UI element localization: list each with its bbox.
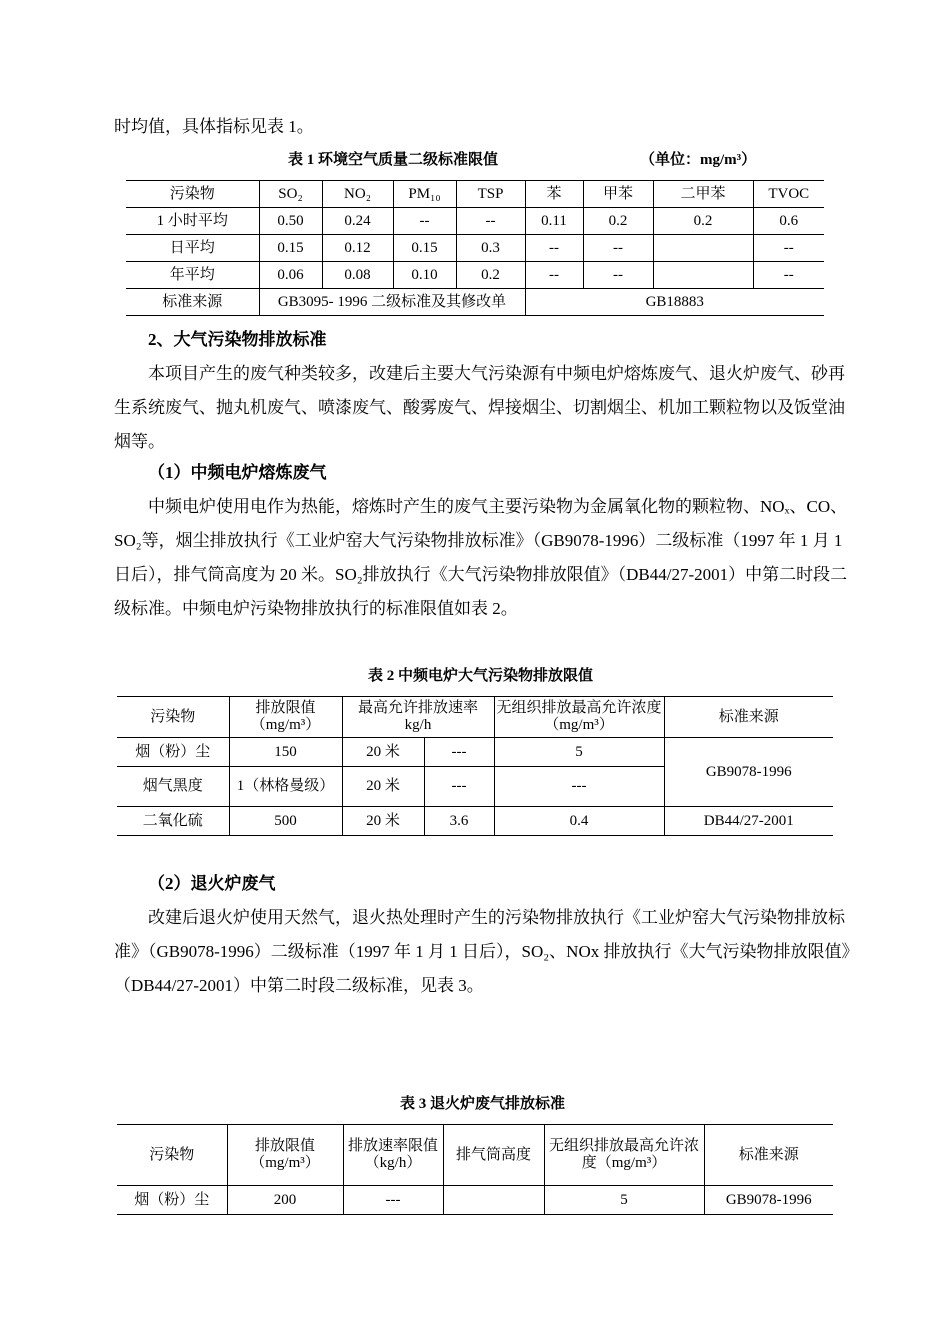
table2-cell: --- — [494, 767, 664, 807]
table3-cell: 烟（粉）尘 — [117, 1186, 227, 1215]
table1-cell: -- — [393, 208, 456, 235]
table2-cell: --- — [424, 738, 494, 767]
table2-cell: 3.6 — [424, 807, 494, 836]
table1-source-label: 标准来源 — [126, 289, 259, 316]
intro-line: 时均值，具体指标见表 1。 — [114, 117, 314, 136]
table1-header-cell: TSP — [456, 181, 525, 208]
table1-header-cell: NO₂ — [322, 181, 393, 208]
table1-cell: 1 小时平均 — [126, 208, 259, 235]
table2-header-cell: 无组织排放最高允许浓度（mg/m³） — [494, 697, 664, 738]
table1-cell: -- — [525, 262, 583, 289]
table3-header-cell: 污染物 — [117, 1125, 227, 1186]
table1-cell: 0.2 — [456, 262, 525, 289]
table2-cell: 烟（粉）尘 — [117, 738, 229, 767]
table1-header-cell: PM₁₀ — [393, 181, 456, 208]
table1-cell: 0.2 — [583, 208, 653, 235]
table2-header-cell: 排放限值（mg/m³） — [229, 697, 342, 738]
sub1-heading: （1）中频电炉熔炼废气 — [148, 463, 327, 482]
table1-cell: 0.15 — [259, 235, 322, 262]
table1-cell: 0.24 — [322, 208, 393, 235]
table2-caption: 表 2 中频电炉大气污染物排放限值 — [368, 668, 594, 684]
table1-header-cell: 甲苯 — [583, 181, 653, 208]
table1-cell: -- — [753, 235, 824, 262]
table2-header-cell: 最高允许排放速率 kg/h — [342, 697, 494, 738]
table1-cell — [653, 262, 753, 289]
table2-cell: 0.4 — [494, 807, 664, 836]
table1-cell: -- — [583, 262, 653, 289]
table-row — [117, 738, 833, 767]
section2-paragraph: 本项目产生的废气种类较多，改建后主要大气污染源有中频电炉熔炼废气、退火炉废气、砂再生系统废气、抛丸机废气、喷漆废气、酸雾废气、焊接烟尘、切割烟尘、机加工颗粒物以及饭堂油烟等。 — [114, 364, 845, 451]
table3-header-cell: 排放速率限值（kg/h） — [343, 1125, 443, 1186]
table2-cell: 1（林格曼级） — [229, 767, 342, 807]
table1-cell: 0.2 — [653, 208, 753, 235]
table1-cell: 日平均 — [126, 235, 259, 262]
table2-header-cell: 标准来源 — [664, 697, 833, 738]
table3-cell: 5 — [544, 1186, 704, 1215]
table3-cell — [443, 1186, 544, 1215]
table2-cell: 二氧化硫 — [117, 807, 229, 836]
table1-header-row — [126, 181, 824, 208]
table1-source-a: GB3095- 1996 二级标准及其修改单 — [259, 289, 525, 316]
table3-header-cell: 无组织排放最高允许浓度（mg/m³） — [544, 1125, 704, 1186]
table1 — [126, 180, 824, 316]
table2-header-cell: 污染物 — [117, 697, 229, 738]
table1-cell: 0.6 — [753, 208, 824, 235]
table2-header-row — [117, 697, 833, 738]
table1-cell: 0.50 — [259, 208, 322, 235]
table1-cell: -- — [583, 235, 653, 262]
sub2-heading: （2）退火炉废气 — [148, 874, 276, 893]
table-row — [117, 1186, 833, 1215]
table-row — [126, 262, 824, 289]
table1-cell: -- — [753, 262, 824, 289]
table3-caption: 表 3 退火炉废气排放标准 — [400, 1096, 566, 1112]
section2-heading: 2、大气污染物排放标准 — [148, 330, 327, 349]
table2-cell: --- — [424, 767, 494, 807]
sub1-paragraph: 中频电炉使用电作为热能，熔炼时产生的废气主要污染物为金属氧化物的颗粒物、NOₓ、CO、SO₂等，烟尘排放执行《工业炉窑大气污染物排放标准》（GB9078-1996）二级标准（1997 年 1 月 1 日后），排气筒高度为 20 米。SO₂排放执行《大气污染物排放限值》（DB44/27-2001）中第二时段二级标准。中频电炉污染物排放执行的标准限值如表 2。 — [114, 497, 848, 618]
table-row — [126, 235, 824, 262]
table3-cell: 200 — [227, 1186, 343, 1215]
table3-cell: --- — [343, 1186, 443, 1215]
table1-cell: -- — [525, 235, 583, 262]
table3-header-cell: 标准来源 — [704, 1125, 833, 1186]
table2-cell: DB44/27-2001 — [664, 807, 833, 836]
table1-header-cell: 苯 — [525, 181, 583, 208]
table3-header-cell: 排放限值（mg/m³） — [227, 1125, 343, 1186]
table1-cell: 0.08 — [322, 262, 393, 289]
table1-caption: 表 1 环境空气质量二级标准限值 — [288, 152, 499, 168]
table1-cell — [653, 235, 753, 262]
table1-cell: -- — [456, 208, 525, 235]
table2 — [117, 696, 833, 836]
table-row — [126, 289, 824, 316]
table-row — [117, 807, 833, 836]
table1-source-b: GB18883 — [525, 289, 824, 316]
table3-cell: GB9078-1996 — [704, 1186, 833, 1215]
table1-header-cell: TVOC — [753, 181, 824, 208]
table2-cell: 烟气黑度 — [117, 767, 229, 807]
table1-cell: 0.12 — [322, 235, 393, 262]
table2-merged-source: GB9078-1996 — [664, 738, 833, 807]
table1-header-cell: 污染物 — [126, 181, 259, 208]
table1-unit: （单位：mg/m³） — [640, 152, 757, 168]
table1-cell: 0.3 — [456, 235, 525, 262]
sub2-paragraph: 改建后退火炉使用天然气，退火热处理时产生的污染物排放执行《工业炉窑大气污染物排放标准》（GB9078-1996）二级标准（1997 年 1 月 1 日后），SO₂、NOx 排放执行《大气污染物排放限值》（DB44/27-2001）中第二时段二级标准，见表 3。 — [114, 908, 850, 995]
table3-header-cell: 排气筒高度 — [443, 1125, 544, 1186]
table1-cell: 0.15 — [393, 235, 456, 262]
table2-cell: 150 — [229, 738, 342, 767]
table1-cell: 年平均 — [126, 262, 259, 289]
table2-cell: 500 — [229, 807, 342, 836]
table2-cell: 20 米 — [342, 767, 424, 807]
table3-header-row — [117, 1125, 833, 1186]
table3 — [117, 1124, 833, 1215]
table-row — [126, 208, 824, 235]
table1-cell: 0.11 — [525, 208, 583, 235]
table2-cell: 20 米 — [342, 738, 424, 767]
table1-header-cell: 二甲苯 — [653, 181, 753, 208]
table1-cell: 0.06 — [259, 262, 322, 289]
table1-cell: 0.10 — [393, 262, 456, 289]
table2-cell: 20 米 — [342, 807, 424, 836]
table2-cell: 5 — [494, 738, 664, 767]
table1-header-cell: SO₂ — [259, 181, 322, 208]
